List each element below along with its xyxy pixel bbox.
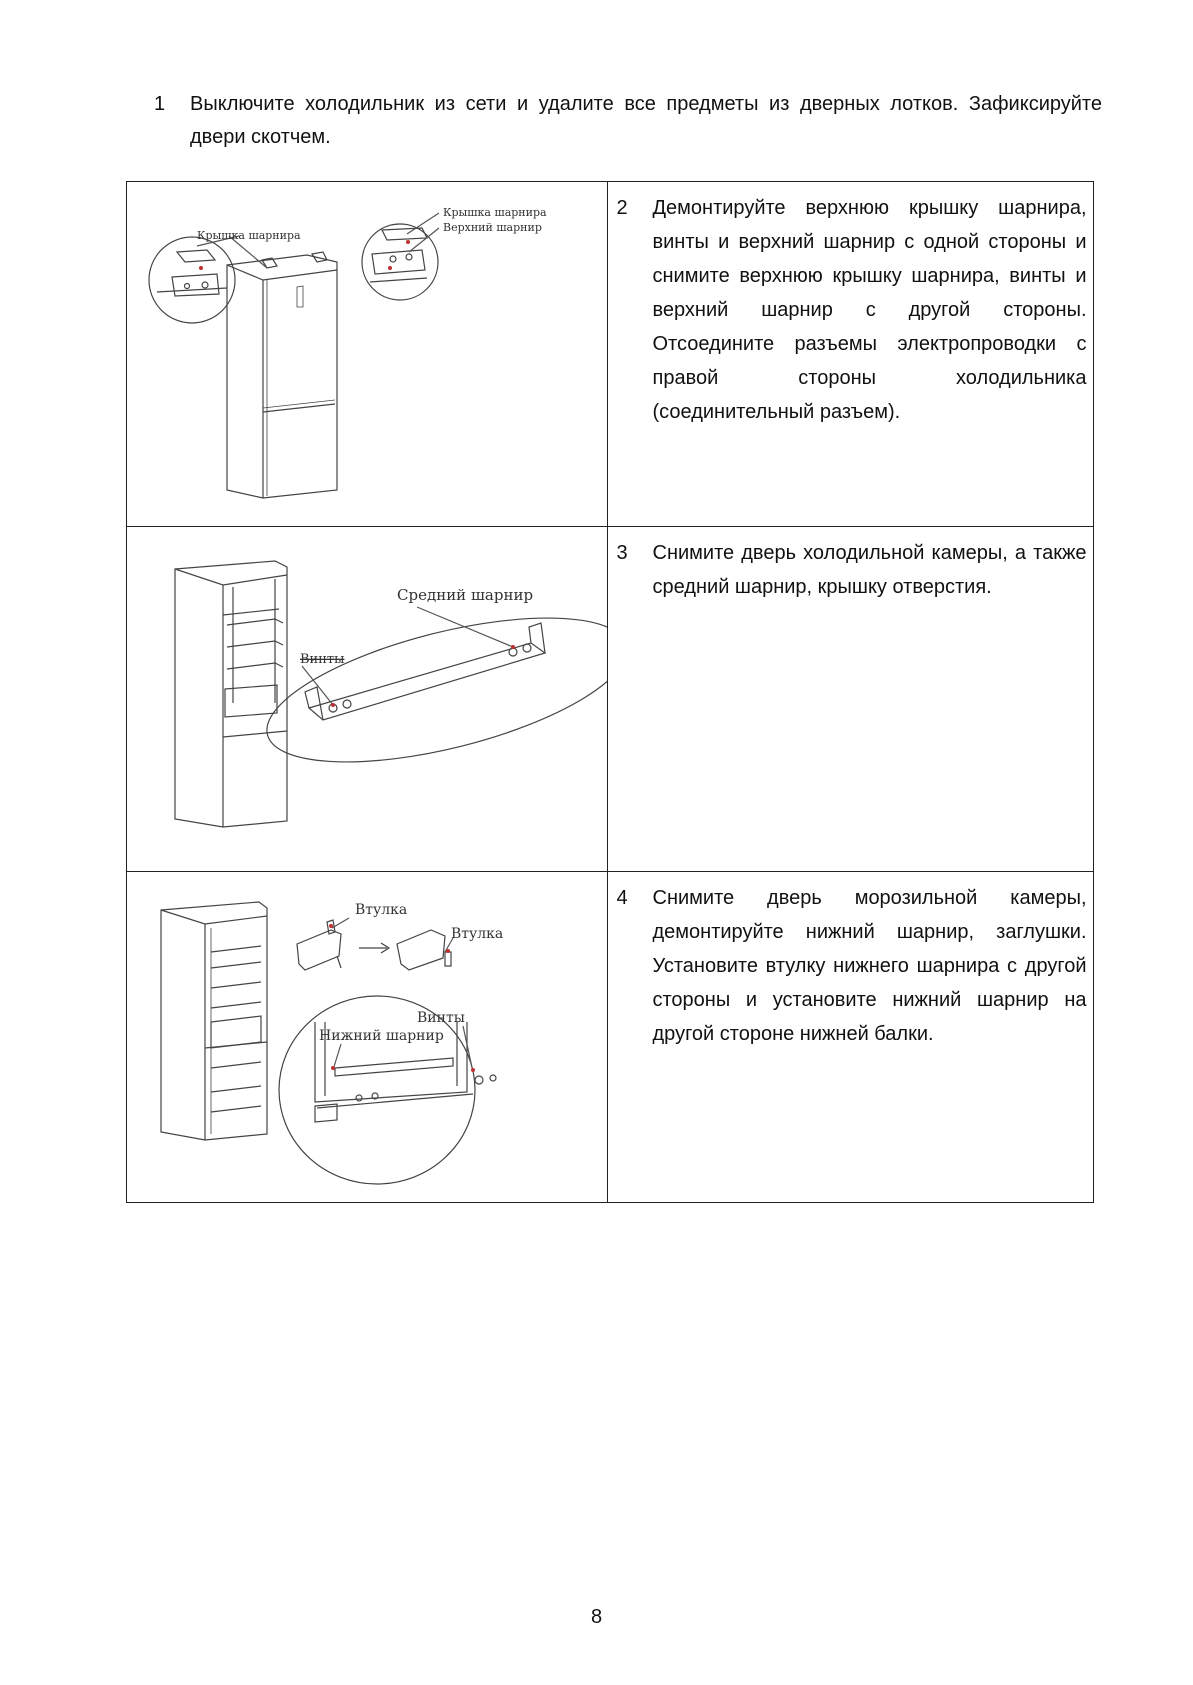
label-screws: Винты bbox=[300, 652, 345, 667]
page-number: 8 bbox=[590, 1606, 603, 1628]
figure-cell bbox=[127, 872, 608, 1203]
step-text: Снимите дверь холодильной камеры, а также средний шарнир, крышку отверстия. bbox=[652, 542, 1087, 598]
step-text: Демонтируйте верхнюю крышку шарнира, винты и верхний шарнир с одной стороны и снимите верхнюю крышку шарнира, винты и верхний шарнир с другой стороны. Отсоедините разъемы электропроводки с правой стороны холодильника (соединительный разъем). bbox=[652, 197, 1087, 423]
step-2-text-cell bbox=[607, 182, 1094, 527]
label-upper-hinge: Верхний шарнир bbox=[443, 221, 542, 234]
lower-hinge-illustration bbox=[127, 872, 607, 1202]
step-number: 3 bbox=[616, 542, 628, 564]
figure-cell bbox=[127, 527, 608, 872]
step-number: 1 bbox=[154, 93, 166, 115]
step-text: Снимите дверь морозильной камеры, демонтируйте нижний шарнир, заглушки. Установите втулку нижнего шарнира с другой стороны и установите нижний шарнир на другой стороне нижней балки. bbox=[652, 887, 1087, 1045]
step-text: Выключите холодильник из сети и удалите все предметы из дверных лотков. Зафиксируйте двери скотчем. bbox=[190, 93, 1102, 148]
step-number: 2 bbox=[616, 197, 628, 219]
table-row bbox=[127, 182, 1094, 527]
label-lower-hinge: Нижний шарнир bbox=[319, 1028, 444, 1044]
upper-hinge-illustration bbox=[127, 182, 607, 526]
table-row bbox=[127, 872, 1094, 1203]
step-3-text-cell bbox=[607, 527, 1094, 872]
middle-hinge-illustration bbox=[127, 527, 607, 871]
label-hinge-cover-left: Крышка шарнира bbox=[197, 229, 301, 242]
instructions-table bbox=[126, 181, 1094, 1203]
step-4-text-cell bbox=[607, 872, 1094, 1203]
label-bushing-1: Втулка bbox=[355, 902, 408, 918]
label-hinge-cover-right: Крышка шарнира bbox=[443, 206, 547, 219]
step-number: 4 bbox=[616, 887, 628, 909]
figure-cell bbox=[127, 182, 608, 527]
label-screws: Винты bbox=[417, 1010, 465, 1026]
table-row bbox=[127, 527, 1094, 872]
label-bushing-2: Втулка bbox=[451, 926, 504, 942]
label-middle-hinge: Средний шарнир bbox=[397, 586, 534, 604]
